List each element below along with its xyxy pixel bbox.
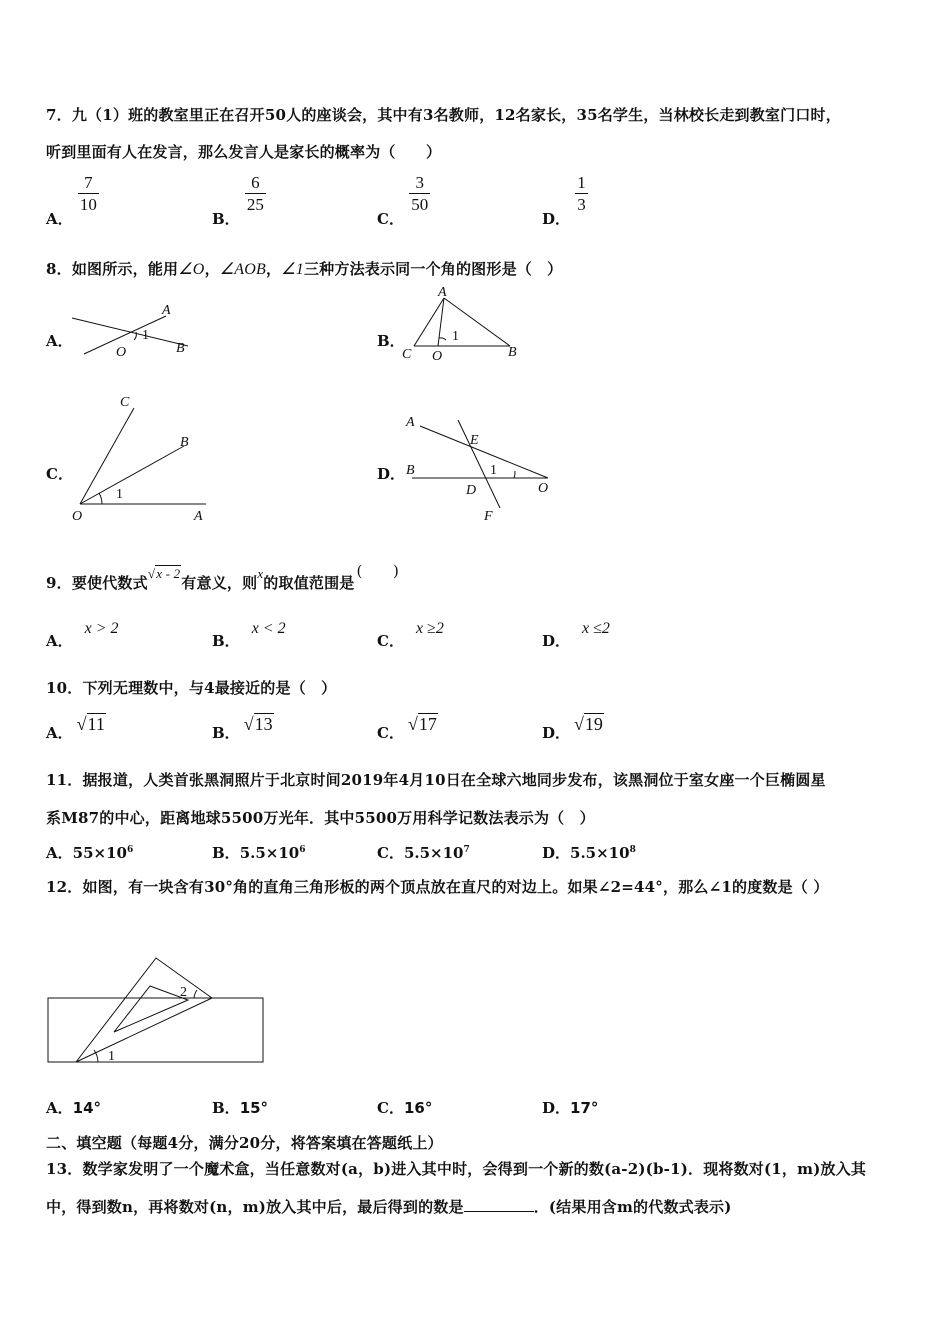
- q10-stem: 10．下列无理数中，与4最接近的是（ ）: [46, 679, 337, 697]
- point-a-label: A: [438, 285, 447, 300]
- q13-stem-line2: [46, 1196, 732, 1217]
- option-label: B．: [212, 1099, 240, 1117]
- radicand: 11: [87, 714, 105, 734]
- sqrt-expression: √13: [243, 714, 273, 734]
- q8-option-d-label[interactable]: D．: [377, 465, 406, 483]
- option-exponent: 8: [629, 845, 636, 855]
- q12-option-d[interactable]: [542, 1097, 598, 1118]
- denominator: 3: [577, 195, 586, 215]
- option-label: D．: [542, 1099, 571, 1117]
- angle-1-label: 1: [108, 1049, 115, 1064]
- option-exponent: 7: [463, 845, 470, 855]
- q8-figure-b: [398, 284, 528, 364]
- option-label: D．: [542, 632, 571, 650]
- point-a-label: A: [406, 415, 415, 430]
- variable-x: x: [257, 566, 264, 581]
- q9-stem: [46, 562, 400, 593]
- q9-option-b[interactable]: [212, 620, 286, 651]
- triangle-inner: [114, 986, 188, 1032]
- option-label: C．: [377, 724, 404, 742]
- q9-stem-part: 9．要使代数式: [46, 574, 148, 592]
- angle-arc: [99, 493, 102, 504]
- q13-stem-part: 中，得到数n，再将数对(n，m)放入其中后，最后得到的数是: [46, 1198, 464, 1216]
- radicand: 17: [418, 714, 437, 734]
- angle-o: ∠O: [178, 261, 205, 278]
- q10-option-a[interactable]: [46, 714, 106, 743]
- fraction: [245, 172, 266, 216]
- point-a-label: A: [162, 303, 171, 318]
- option-value: 14°: [72, 1099, 102, 1117]
- q8-stem-part: 三种方法表示同一个角的图形是（ ）: [303, 260, 563, 278]
- numerator: 7: [84, 173, 93, 192]
- option-expr: x > 2: [84, 620, 119, 637]
- option-base: 5.5×10: [570, 844, 630, 862]
- sqrt-expression: √19: [574, 714, 603, 734]
- sqrt-expression: √x - 2: [147, 566, 181, 581]
- q8-figure-c: [68, 392, 218, 526]
- numerator: 6: [251, 173, 260, 192]
- point-e-label: E: [470, 433, 479, 448]
- point-o-label: O: [538, 481, 549, 496]
- point-a-label: A: [194, 509, 203, 524]
- q8-option-c-label[interactable]: C．: [46, 465, 73, 483]
- point-o-label: O: [72, 509, 83, 524]
- sqrt-expression: √17: [407, 714, 437, 734]
- point-b-label: B: [508, 345, 517, 360]
- q11-option-c[interactable]: [377, 842, 470, 863]
- option-label: B．: [212, 844, 240, 862]
- triangle-outer: [76, 958, 212, 1062]
- separator: ，: [204, 260, 220, 278]
- denominator: 10: [79, 195, 97, 215]
- option-exponent: 6: [299, 845, 306, 855]
- angle-arc: [439, 338, 446, 340]
- ray-ob: [80, 446, 184, 504]
- option-label: A．: [46, 209, 73, 228]
- angle-1: ∠1: [281, 261, 304, 278]
- q11-stem-line1: 11．据报道，人类首张黑洞照片于北京时间2019年4月10日在全球六地同步发布，该黑洞位于室女座一个巨椭圆星: [46, 771, 826, 789]
- answer-blank[interactable]: [464, 1197, 534, 1212]
- q7-option-c[interactable]: [377, 172, 430, 228]
- angle-1-label: 1: [116, 487, 123, 502]
- q7-option-a[interactable]: [46, 172, 99, 228]
- option-label: C．: [377, 632, 404, 650]
- ray-oc: [80, 408, 134, 504]
- ruler: [48, 998, 263, 1062]
- option-label: A．: [46, 844, 73, 862]
- angle-arc: [514, 471, 515, 478]
- q8-stem: [46, 258, 562, 279]
- q9-stem-part: 有意义，则: [181, 574, 258, 592]
- option-label: C．: [377, 844, 404, 862]
- angle-2-arc: [194, 990, 197, 998]
- option-label: D．: [542, 844, 571, 862]
- q8-figure-d: [402, 408, 562, 526]
- point-o-label: O: [116, 345, 127, 360]
- angle-1-label: 1: [490, 463, 497, 478]
- point-o-label: O: [432, 349, 443, 364]
- q13-stem-part: ．(结果用含m的代数式表示): [533, 1198, 732, 1216]
- numerator: 3: [415, 173, 424, 192]
- denominator: 50: [411, 195, 429, 215]
- option-label: D．: [542, 724, 571, 742]
- option-label: B．: [212, 724, 240, 742]
- line-ao: [438, 298, 444, 346]
- angle-2-label: 2: [180, 985, 187, 1000]
- q9-stem-part: 的取值范围是: [263, 574, 355, 592]
- radicand: x - 2: [156, 566, 181, 581]
- point-c-label: C: [402, 347, 412, 362]
- angle-1-label: 1: [142, 328, 149, 343]
- point-b-label: B: [406, 463, 415, 478]
- option-base: 5.5×10: [403, 844, 464, 862]
- q12-option-b[interactable]: [212, 1097, 268, 1118]
- point-c-label: C: [120, 395, 130, 410]
- q10-option-d[interactable]: [542, 714, 604, 743]
- option-label: A．: [46, 724, 73, 742]
- q9-option-c[interactable]: [377, 620, 444, 651]
- line-ob: [72, 318, 188, 346]
- q8-option-a-label[interactable]: A．: [46, 332, 73, 350]
- q9-option-a[interactable]: [46, 620, 119, 651]
- option-base: 55×10: [72, 844, 127, 862]
- option-expr: x ≤2: [582, 620, 610, 637]
- option-label: A．: [46, 632, 73, 650]
- line-ca: [414, 298, 444, 346]
- point-d-label: D: [466, 483, 477, 498]
- option-expr: x ≥2: [415, 620, 444, 637]
- q9-option-d[interactable]: [542, 620, 610, 651]
- q10-option-b[interactable]: [212, 714, 274, 743]
- option-label: C．: [377, 1099, 404, 1117]
- option-label: C．: [377, 209, 404, 228]
- numerator: 1: [577, 173, 586, 192]
- line-ao: [420, 426, 548, 478]
- q12-option-c[interactable]: [377, 1097, 432, 1118]
- q11-option-a[interactable]: [46, 842, 133, 863]
- option-value: 15°: [239, 1099, 269, 1117]
- angle-aob: ∠AOB: [219, 261, 267, 278]
- option-label: A．: [46, 1099, 73, 1117]
- option-label: D．: [542, 209, 571, 228]
- q7-option-d[interactable]: [542, 172, 588, 228]
- option-label: B．: [212, 632, 240, 650]
- q11-option-b[interactable]: [212, 842, 306, 863]
- option-value: 17°: [570, 1099, 599, 1117]
- option-expr: x < 2: [251, 620, 286, 637]
- sqrt-expression: √11: [76, 714, 105, 734]
- q8-stem-part: 8．如图所示，能用: [46, 260, 179, 278]
- q12-stem: 12．如图，有一块含有30°角的直角三角形板的两个顶点放在直尺的对边上。如果∠2=44°，那么∠1的度数是（ ）: [46, 878, 829, 896]
- q7-option-b[interactable]: [212, 172, 266, 228]
- fraction: [409, 172, 430, 216]
- point-b-label: B: [176, 341, 185, 356]
- point-f-label: F: [484, 509, 493, 524]
- q8-option-b-label[interactable]: B．: [377, 332, 405, 350]
- radicand: 13: [254, 714, 273, 734]
- q7-stem-line1: 7．九（1）班的教室里正在召开50人的座谈会，其中有3名教师，12名家长，35名学生，当林校长走到教室门口时，: [46, 106, 841, 124]
- fraction: [575, 172, 588, 216]
- q11-stem-line2: 系M87的中心，距离地球5500万光年．其中5500万用科学记数法表示为（ ）: [46, 809, 595, 827]
- q12-figure: [44, 950, 270, 1068]
- q12-option-a[interactable]: [46, 1097, 101, 1118]
- option-exponent: 6: [126, 845, 134, 855]
- q10-option-c[interactable]: [377, 714, 438, 743]
- denominator: 25: [246, 195, 264, 215]
- point-b-label: B: [180, 435, 189, 450]
- angle-1-label: 1: [452, 329, 459, 344]
- q11-option-d[interactable]: [542, 842, 636, 863]
- separator: ，: [266, 260, 282, 278]
- answer-paren: ( ): [356, 562, 400, 580]
- q13-stem-line1: 13．数学家发明了一个魔术盒，当任意数对(a，b)进入其中时，会得到一个新的数(a-2)(b-1)．现将数对(1，m)放入其: [46, 1160, 867, 1178]
- section-2-title: 二、填空题（每题4分，满分20分，将答案填在答题纸上）: [46, 1134, 443, 1152]
- q7-stem-line2: 听到里面有人在发言，那么发言人是家长的概率为（ ）: [46, 143, 442, 161]
- option-base: 5.5×10: [239, 844, 300, 862]
- fraction: [78, 172, 99, 216]
- radicand: 19: [584, 714, 603, 734]
- q8-figure-a: [70, 296, 200, 360]
- option-label: B．: [212, 209, 240, 228]
- option-value: 16°: [403, 1099, 433, 1117]
